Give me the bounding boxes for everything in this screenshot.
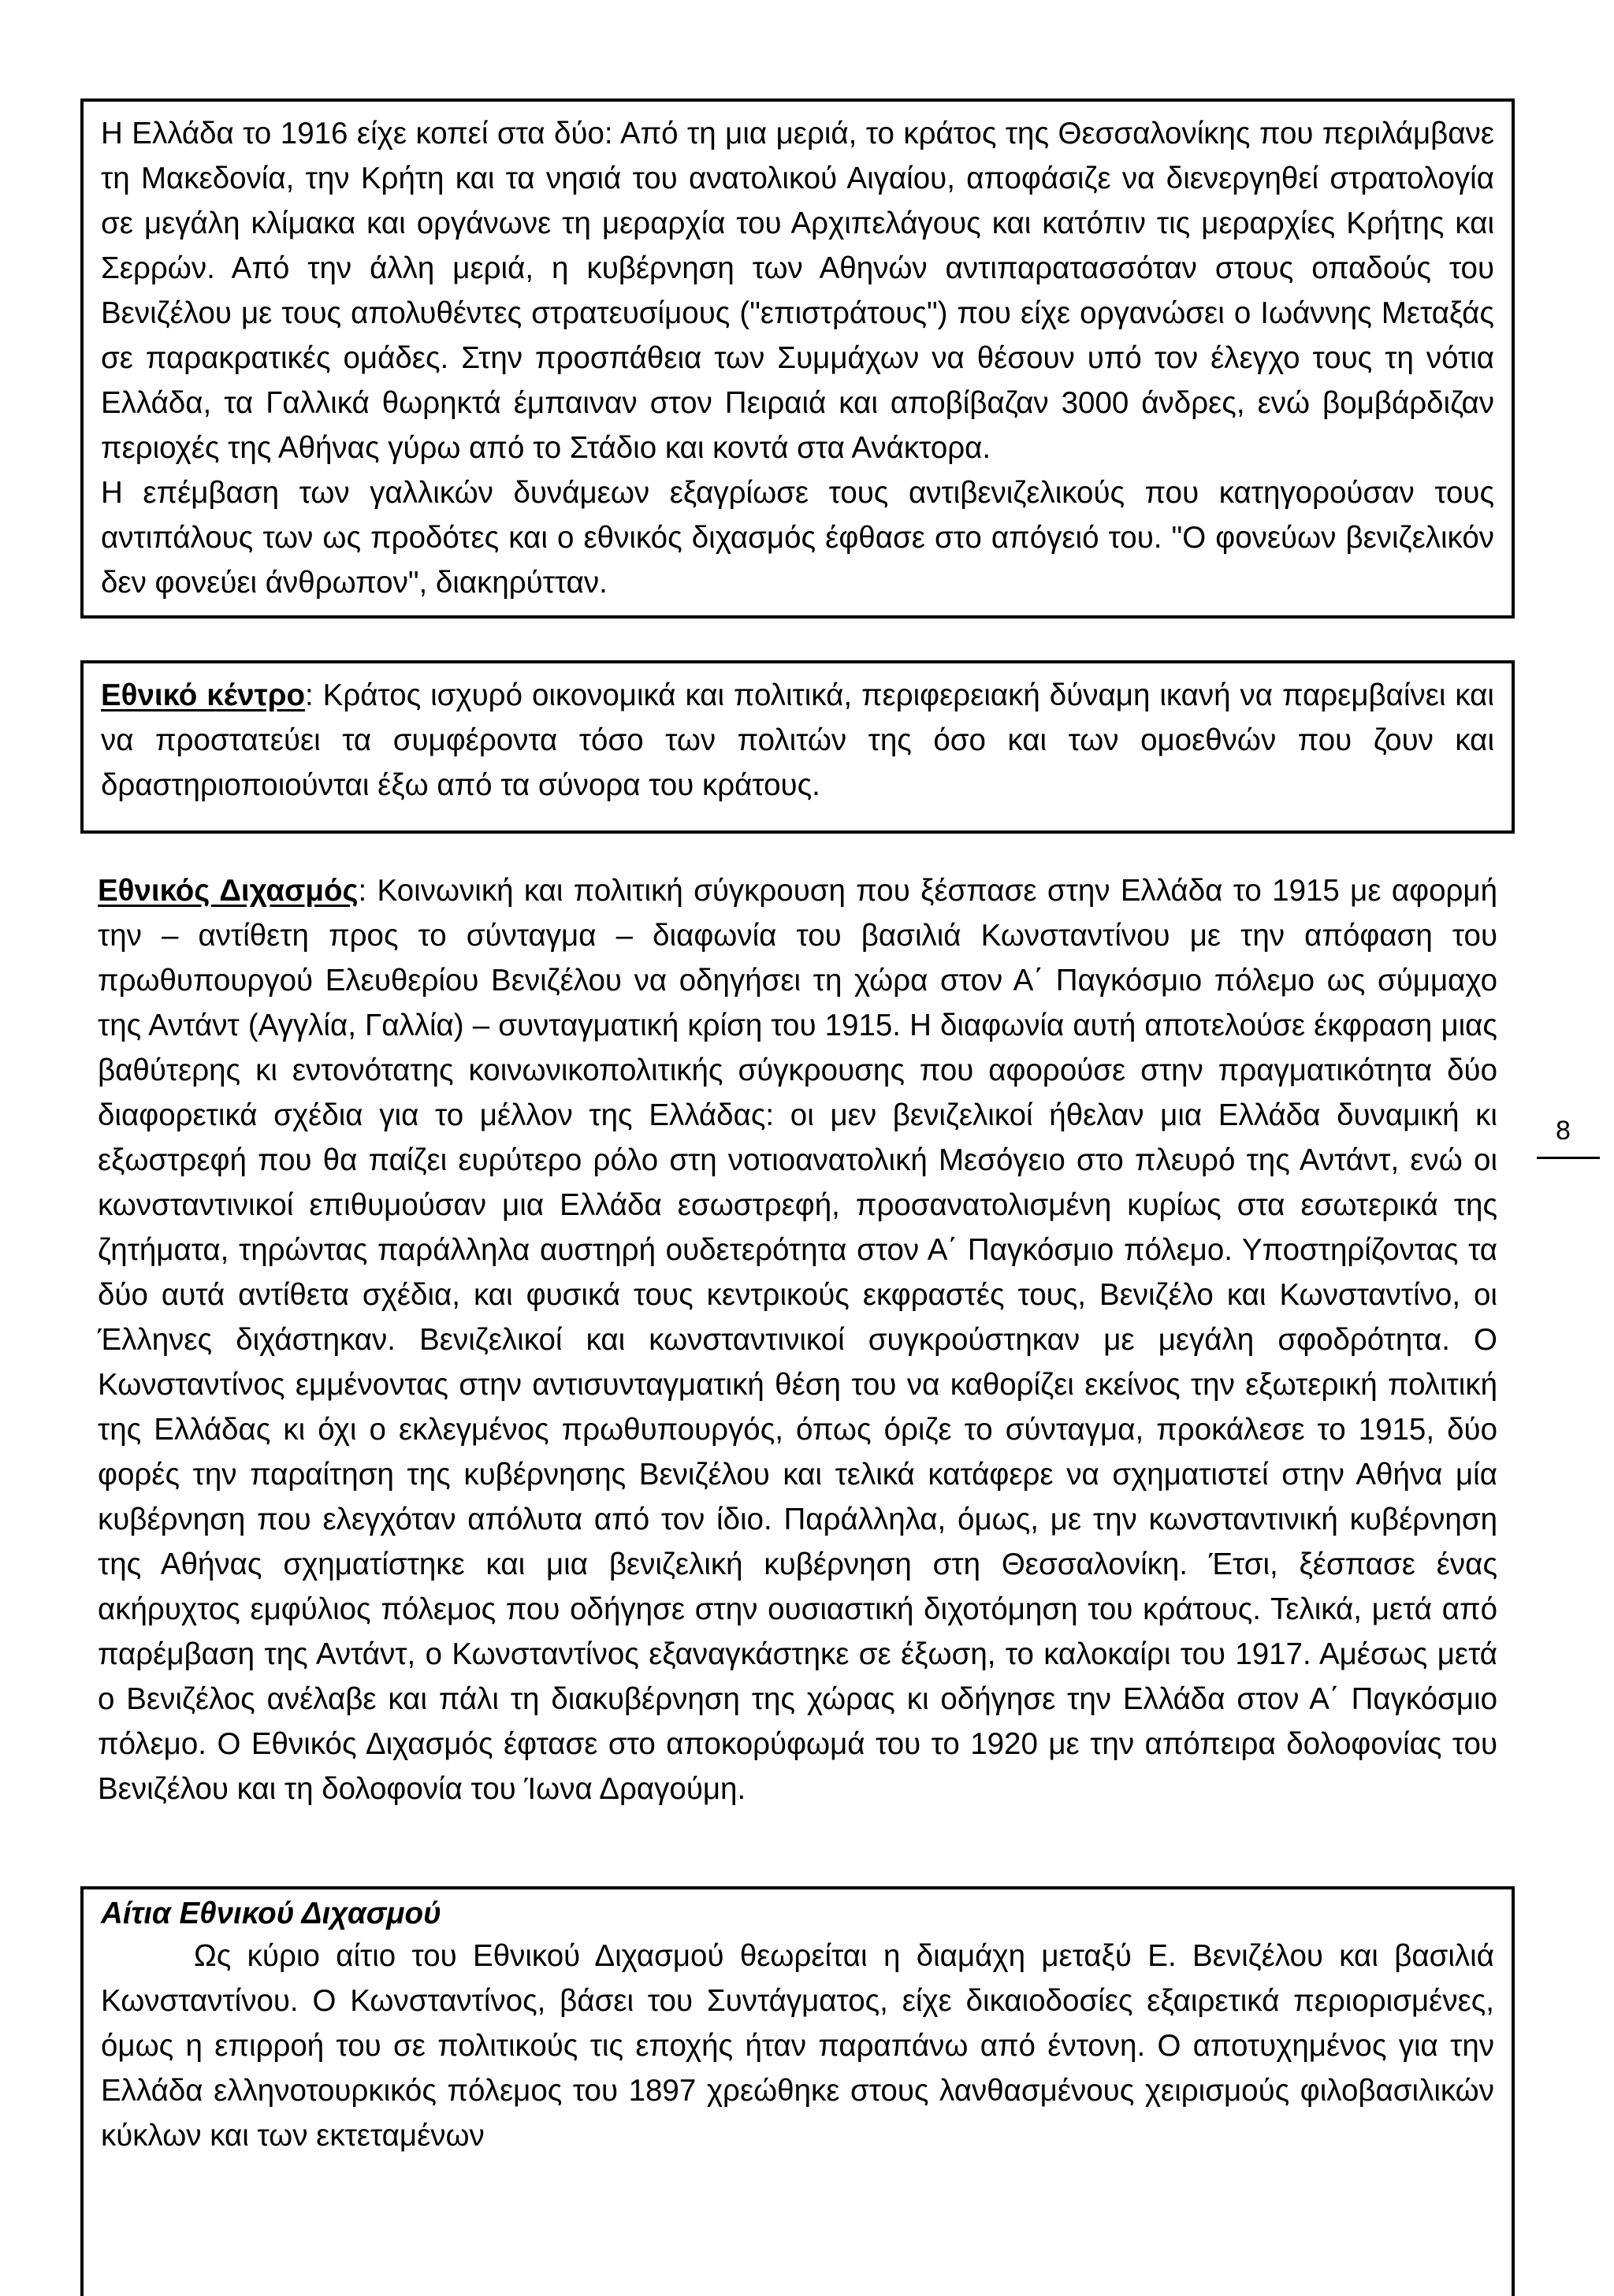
term-colon: : <box>305 678 314 712</box>
textbox-causes-of-schism <box>80 1886 1515 2296</box>
term-national-schism: Εθνικός Διχασμός <box>98 874 359 908</box>
term-colon: : <box>358 874 367 908</box>
page-number-rule <box>1537 1157 1600 1159</box>
paragraph-causes: Ως κύριο αίτιο του Εθνικού Διχασμού θεωρείται η διαμάχη μεταξύ Ε. Βενιζέλου και βασιλιά Κωνσταντίνου. Ο Κωνσταντίνος, βάσει του Συντάγματος, είχε δικαιοδοσίες εξαιρετικά περιορισμένες, όμως η επιρροή του σε πολιτικούς τις εποχής ήταν παραπάνω από έντονη. Ο αποτυχημένος για την Ελλάδα ελληνοτουρκικός πόλεμος του 1897 χρεώθηκε στους λανθασμένους χειρισμούς φιλοβασιλικών κύκλων και των εκτεταμένων <box>101 1939 1494 2153</box>
section-national-schism <box>98 868 1497 1811</box>
definition-national-schism <box>98 868 1497 1811</box>
page-number: 8 <box>1556 1116 1571 1146</box>
definition-text: Κράτος ισχυρό οικονομικά και πολιτικά, περιφερειακή δύναμη ικανή να παρεμβαίνει και να προστατεύει τα συμφέροντα τόσο των πολιτών της όσο και των ομοεθνών που ζουν και δραστηριοποιούνται έξω από τα σύνορα του κράτους. <box>101 678 1494 802</box>
term-national-center: Εθνικό κέντρο <box>101 678 306 712</box>
definition-national-center <box>101 673 1494 808</box>
textbox-national-center-definition <box>80 660 1515 834</box>
paragraph-1916-division: Η Ελλάδα το 1916 είχε κοπεί στα δύο: Από τη μια μεριά, το κράτος της Θεσσαλονίκης που περιλάμβανε τη Μακεδονία, την Κρήτη και τα νησιά του ανατολικού Αιγαίου, αποφάσιζε να διενεργηθεί στρατολογία σε μεγάλη κλίμακα και οργάνωνε τη μεραρχία του Αρχιπελάγους και κατόπιν τις μεραρχίες Κρήτης και Σερρών. Από την άλλη μεριά, η κυβέρνηση των Αθηνών αντιπαρατασσόταν στους οπαδούς του Βενιζέλου με τους απολυθέντες στρατευσίμους ("επιστράτους") που είχε οργανώσει ο Ιωάννης Μεταξάς σε παρακρατικές ομάδες. Στην προσπάθεια των Συμμάχων να θέσουν υπό τον έλεγχο τους τη νότια Ελλάδα, τα Γαλλικά θωρηκτά έμπαιναν στον Πειραιά και αποβίβαζαν 3000 άνδρες, ενώ βομβάρδιζαν περιοχές της Αθήνας γύρω από το Στάδιο και κοντά στα Ανάκτορα. <box>101 117 1494 465</box>
section-heading-causes: Αίτια Εθνικού Διχασμού <box>101 1897 441 1930</box>
textbox-greece-1916 <box>80 98 1515 619</box>
paragraph-french-intervention: Η επέμβαση των γαλλικών δυνάμεων εξαγρίωσε τους αντιβενιζελικούς που κατηγορούσαν τους αντιπάλους των ως προδότες και ο εθνικός διχασμός έφθασε στο απόγειό του. "Ο φονεύων βενιζελικόν δεν φονεύει άνθρωπον", διακηρύτταν. <box>101 476 1494 600</box>
definition-text: Κοινωνική και πολιτική σύγκρουση που ξέσπασε στην Ελλάδα το 1915 με αφορμή την – αντίθετη προς το σύνταγμα – διαφωνία του βασιλιά Κωνσταντίνου με την απόφαση του πρωθυπουργού Ελευθερίου Βενιζέλου να οδηγήσει τη χώρα στον Α΄ Παγκόσμιο πόλεμο ως σύμμαχο της Αντάντ (Αγγλία, Γαλλία) – συνταγματική κρίση του 1915. Η διαφωνία αυτή αποτελούσε έκφραση μιας βαθύτερης κι εντονότατης κοινωνικοπολιτικής σύγκρουσης που αφορούσε στην πραγματικότητα δύο διαφορετικά σχέδια για το μέλλον της Ελλάδας: οι μεν βενιζελικοί ήθελαν μια Ελλάδα δυναμική κι εξωστρεφή που θα παίζει ευρύτερο ρόλο στη νοτιοανατολική Μεσόγειο στο πλευρό της Αντάντ, ενώ οι κωνσταντινικοί επιθυμούσαν μια Ελλάδα εσωστρεφή, προσανατολισμένη κυρίως στα εσωτερικά της ζητήματα, τηρώντας παράλληλα αυστηρή ουδετερότητα στον Α΄ Παγκόσμιο πόλεμο. Υποστηρίζοντας τα δύο αυτά αντίθετα σχέδια, και φυσικά τους κεντρικούς εκφραστές τους, Βενιζέλο και Κωνσταντίνο, οι Έλληνες διχάστηκαν. Βενιζελικοί και κωνσταντινικοί συγκρούστηκαν με μεγάλη σφοδρότητα. Ο Κωνσταντίνος εμμένοντας στην αντισυνταγματική θέση του να καθορίζει εκείνος την εξωτερική πολιτική της Ελλάδας κι όχι ο εκλεγμένος πρωθυπουργός, όπως όριζε το σύνταγμα, προκάλεσε το 1915, δύο φορές την παραίτηση της κυβέρνησης Βενιζέλου και τελικά κατάφερε να σχηματιστεί στην Αθήνα μία κυβέρνηση που ελεγχόταν απόλυτα από τον ίδιο. Παράλληλα, όμως, με την κωνσταντινική κυβέρνηση της Αθήνας σχηματίστηκε και μια βενιζελική κυβέρνηση στη Θεσσαλονίκη. Έτσι, ξέσπασε ένας ακήρυχτος εμφύλιος πόλεμος που οδήγησε στην ουσιαστική διχοτόμηση του κράτους. Τελικά, μετά από παρέμβαση της Αντάντ, ο Κωνσταντίνος εξαναγκάστηκε σε έξωση, το καλοκαίρι του 1917. Αμέσως μετά ο Βενιζέλος ανέλαβε και πάλι τη διακυβέρνηση της χώρας κι οδήγησε την Ελλάδα στον Α΄ Παγκόσμιο πόλεμο. Ο Εθνικός Διχασμός έφτασε στο αποκορύφωμά του το 1920 με την απόπειρα δολοφονίας του Βενιζέλου και τη δολοφονία του Ίωνα Δραγούμη. <box>98 874 1497 1806</box>
